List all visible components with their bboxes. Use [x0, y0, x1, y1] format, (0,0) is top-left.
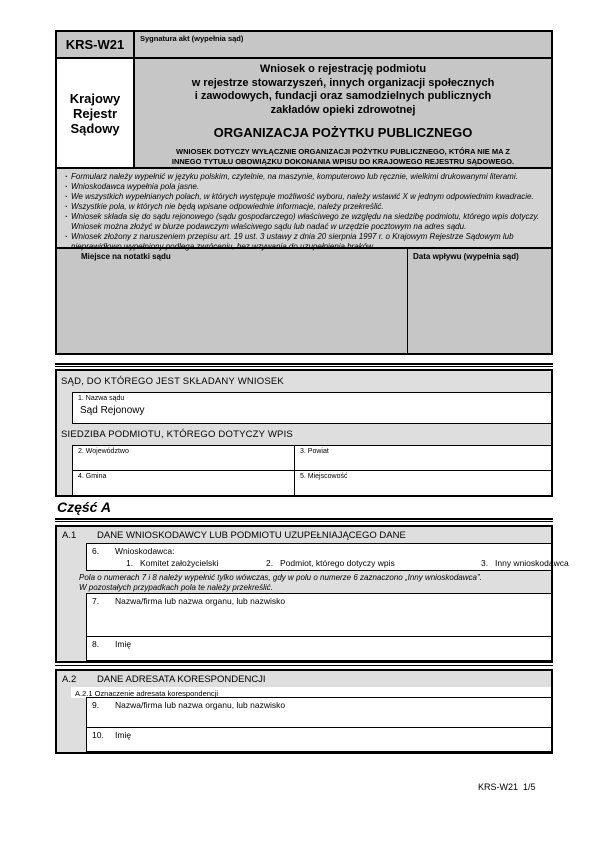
court-section-heading: SĄD, DO KTÓREGO JEST SKŁADANY WNIOSEK — [61, 376, 284, 387]
field-number: 10. — [92, 730, 104, 740]
field-label: 4. Gmina — [78, 473, 107, 480]
firstname-field-8[interactable] — [86, 636, 551, 661]
section-title: DANE ADRESATA KORESPONDENCJI — [97, 673, 266, 685]
section-code: A.2 — [62, 673, 77, 685]
registry-name — [57, 59, 135, 167]
sublabel-a21: A.2.1 Oznaczenie adresata korespondencji — [71, 687, 551, 698]
applicant-option-founding-committee[interactable] — [126, 558, 218, 568]
option-number: 2. — [266, 558, 274, 568]
field-label: 2. Województwo — [78, 448, 129, 455]
applicant-field-label-row — [87, 544, 551, 556]
seat-section-heading: SIEDZIBA PODMIOTU, KTÓREGO DOTYCZY WPIS — [61, 429, 293, 440]
note-line: W pozostałych przypadkach pola te należy przekreślić. — [79, 582, 273, 592]
header-table — [55, 30, 553, 355]
section-a2-body — [57, 687, 551, 752]
case-signature-label: Sygnatura akt (wypełnia sąd) — [140, 34, 244, 43]
option-label: Inny wnioskodawca — [495, 558, 569, 568]
seat-fields-grid — [72, 445, 551, 495]
court-name-field[interactable] — [72, 392, 551, 424]
instructions-box — [57, 169, 551, 249]
instruction-text: Wszystkie pola, w których nie będą wpisane odpowiednie informacje, należy przekreślić. — [71, 202, 384, 211]
section-divider — [55, 518, 553, 522]
bullet-icon: · — [65, 192, 68, 201]
field-label: Nazwa/firma lub nazwa organu, lub nazwisko — [115, 596, 286, 606]
option-label: Komitet założycielski — [140, 558, 219, 568]
instruction-text: Wniosek składa się do sądu rejonowego (sądu gospodarczego) właściwego ze względu na siedzibę podmiotu, którego wpis dotyczy. Wniosek można złożyć w biurze podawczym właściwego sądu lub nadać w urzędzie pocztowym na adres sądu. — [71, 212, 540, 231]
instruction-item — [62, 192, 546, 202]
applicant-option-subject-entity[interactable] — [266, 558, 395, 568]
bullet-icon: · — [65, 172, 68, 181]
instruction-item — [62, 212, 546, 232]
form-title-line: zakładów opieki zdrowotnej — [270, 103, 416, 116]
header-row-code — [57, 32, 551, 59]
part-a-heading: Część A — [57, 499, 111, 515]
instruction-item — [62, 202, 546, 212]
registry-name-line: Rejestr — [72, 105, 118, 121]
instruction-text: Formularz należy wypełnić w języku polskim, czytelnie, na maszynie, komputerowo lub ręcznie, wielkimi drukowanymi literami. — [71, 172, 518, 181]
form-title-line: Wniosek o rejestrację podmiotu — [259, 63, 427, 75]
field-label-row — [87, 728, 551, 740]
court-section — [55, 369, 553, 497]
field-label: Wnioskodawca: — [115, 546, 175, 556]
section-title: DANE WNIOSKODAWCY LUB PODMIOTU UZUPEŁNIAJĄCEGO DANE — [97, 529, 406, 541]
commune-field[interactable] — [72, 470, 294, 495]
section-a1-body — [57, 543, 569, 661]
date-received-area — [408, 249, 551, 353]
name-field-9[interactable] — [86, 697, 551, 728]
opp-title: ORGANIZACJA POŻYTKU PUBLICZNEGO — [213, 125, 473, 140]
bullet-icon: · — [65, 182, 68, 191]
form-title-block — [135, 59, 551, 167]
instruction-item — [62, 172, 546, 182]
field-number: 7. — [92, 596, 100, 606]
header-row-title — [57, 59, 551, 169]
note-line: Pola o numerach 7 i 8 należy wypełnić tylko wówczas, gdy w polu o numerze 6 zaznaczono „Inny wnioskodawca”. — [79, 573, 482, 582]
field-number: 8. — [92, 639, 100, 649]
instruction-text: We wszystkich wypełnianych polach, w których występuje możliwość wyboru, należy wstawić X w jednym odpowiednim kwadracie. — [71, 192, 534, 201]
court-notes-row — [57, 249, 551, 353]
option-number: 1. — [126, 558, 134, 568]
field-label: 1. Nazwa sądu — [78, 395, 125, 402]
court-name-value: Sąd Rejonowy — [80, 405, 145, 416]
field-label: Nazwa/firma lub nazwa organu, lub nazwisko — [115, 700, 286, 710]
option-number: 3. — [481, 558, 489, 568]
field-label-row — [87, 594, 551, 606]
registry-name-line: Sądowy — [70, 120, 120, 136]
voivodeship-field[interactable] — [72, 445, 294, 470]
section-a1 — [55, 525, 569, 663]
name-field-7[interactable] — [86, 593, 551, 637]
field-label-row — [87, 698, 551, 710]
field-number: 6. — [92, 546, 100, 556]
court-notes-label: Miejsce na notatki sądu — [81, 252, 171, 261]
opp-notice: WNIOSEK DOTYCZY WYŁĄCZNIE ORGANIZACJI POŻYTKU PUBLICZNEGO, KTÓRA NIE MA Z INNEGO TYTUŁU OBOWIĄZKU DOKONANIA WPISU DO KRAJOWEGO REJESTRU SĄDOWEGO. — [171, 147, 515, 166]
field-number: 9. — [92, 700, 100, 710]
field-label-row — [87, 637, 551, 649]
field-label: Imię — [115, 639, 132, 649]
bullet-icon: · — [65, 202, 68, 211]
instruction-text: Wniosek złożony z naruszeniem przepisu art. 19 ust. 3 ustawy z dnia 20 sierpnia 1997 r. o Krajowym Rejestrze Sądowym lub nieprawidłowo wypełniony podlega zwróceniu, bez wzywania do uzupełnienia braków. — [71, 232, 514, 251]
applicant-options — [87, 558, 569, 570]
field-label: Imię — [115, 730, 132, 740]
section-a2-header — [57, 671, 551, 687]
firstname-field-10[interactable] — [86, 727, 551, 752]
section-code: A.1 — [62, 529, 77, 541]
bullet-icon: · — [65, 232, 68, 241]
section-divider — [55, 363, 553, 367]
date-received-label: Data wpływu (wypełnia sąd) — [413, 252, 519, 261]
form-title-line: i zawodowych, fundacji oraz samodzielnych publicznych — [194, 90, 492, 102]
instruction-item — [62, 182, 546, 192]
section-a2 — [55, 669, 553, 754]
applicant-field[interactable] — [86, 543, 569, 571]
section-a1-header — [57, 527, 551, 543]
form-title-line: w rejestrze stowarzyszeń, innych organizacji społecznych — [191, 76, 495, 89]
option-label: Podmiot, którego dotyczy wpis — [280, 558, 395, 568]
form-code: KRS-W21 — [57, 32, 135, 57]
field-label: 5. Miejscowość — [300, 473, 348, 480]
field-label: 3. Powiat — [300, 448, 329, 455]
county-field[interactable] — [294, 445, 551, 470]
case-signature-field — [135, 32, 551, 57]
fields-7-8-note — [71, 571, 551, 594]
section-divider — [55, 665, 553, 666]
court-notes-area — [57, 249, 408, 353]
registry-name-line: Krajowy — [69, 90, 121, 106]
page-footer: KRS-W21 1/5 — [478, 782, 536, 792]
bullet-icon: · — [65, 212, 68, 221]
instruction-text: Wnioskodawca wypełnia pola jasne. — [71, 182, 200, 191]
applicant-option-other[interactable] — [481, 558, 569, 568]
locality-field[interactable] — [294, 470, 551, 495]
